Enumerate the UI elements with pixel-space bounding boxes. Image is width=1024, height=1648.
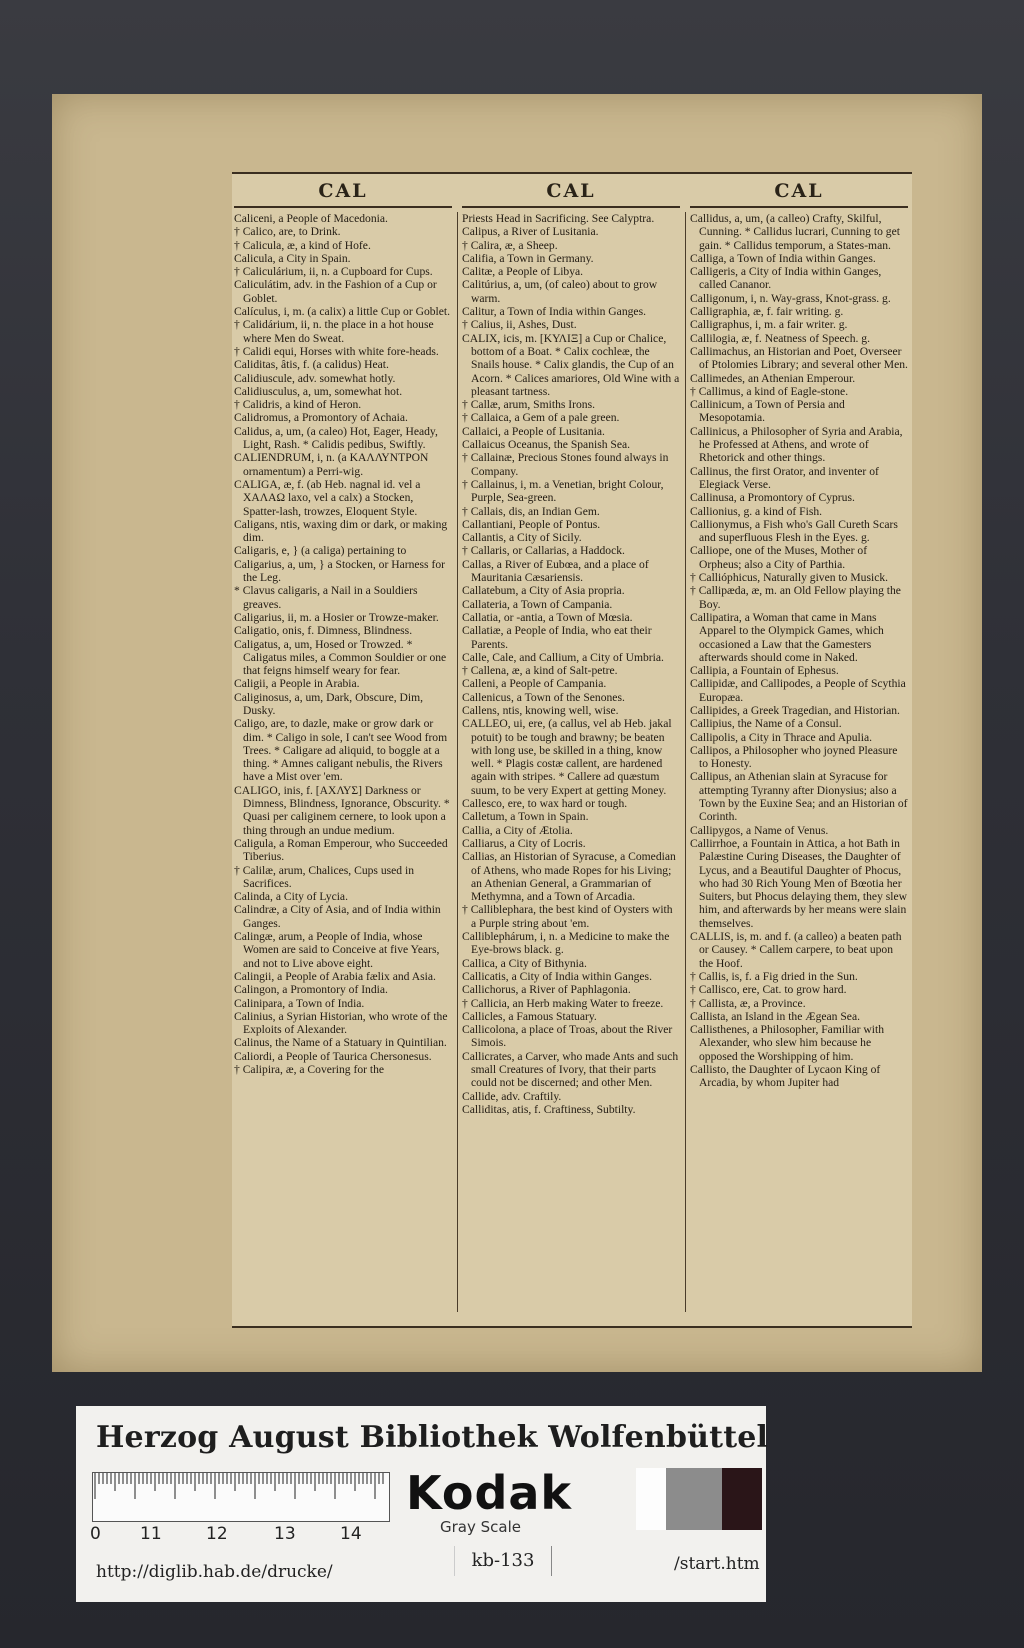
dictionary-entry: † Callainus, i, m. a Venetian, bright Colour, Purple, Sea-green.	[462, 477, 664, 505]
dictionary-entry: † Callista, æ, a Province.	[690, 996, 806, 1010]
dictionary-entry: Caligatio, onis, f. Dimness, Blindness.	[234, 624, 413, 638]
dictionary-entry: † Callaris, or Callarias, a Haddock.	[462, 544, 625, 558]
dictionary-entry: † Callicia, an Herb making Water to freeze.	[462, 996, 664, 1010]
dictionary-entry: † Calira, æ, a Sheep.	[462, 238, 558, 252]
dictionary-entry: Caliculátim, adv. in the Fashion of a Cup or Goblet.	[234, 278, 437, 305]
dictionary-entry: Priests Head in Sacrificing. See Calyptra.	[462, 212, 655, 225]
ruler-number: 12	[206, 1524, 228, 1544]
dictionary-entry: Callista, an Island in the Ægean Sea.	[690, 1009, 861, 1023]
dictionary-entry: Caligii, a People in Arabia.	[234, 677, 360, 691]
library-url: http://diglib.hab.de/drucke/	[96, 1562, 333, 1582]
dictionary-entry: Calle, Cale, and Callium, a City of Umbria.	[462, 650, 664, 664]
dictionary-entry: Callaici, a People of Lusitania.	[462, 424, 605, 438]
dictionary-entry: Caligula, a Roman Emperour, who Succeeded Tiberius.	[234, 836, 448, 864]
dictionary-entry: Callinicus, a Philosopher of Syria and Arabia, he Professed at Athens, and wrote of Rhetorick and other things.	[690, 424, 903, 465]
gray-patch-dark	[722, 1468, 762, 1530]
dictionary-entry: † Callisco, ere, Cat. to grow hard.	[690, 983, 847, 997]
dictionary-entry: Calleni, a People of Campania.	[462, 677, 607, 691]
gray-patch-mid	[666, 1468, 722, 1530]
dictionary-entry: Callatiæ, a People of India, who eat their Parents.	[462, 624, 652, 651]
dictionary-entry: Calicula, a City in Spain.	[234, 251, 351, 265]
ruler-scale	[92, 1472, 390, 1522]
column-header-right: CAL	[690, 180, 908, 208]
dictionary-entry: Callionius, g. a kind of Fish.	[690, 504, 823, 518]
dictionary-entry: † Calico, are, to Drink.	[234, 225, 341, 239]
dictionary-entry: Caligo, are, to dazle, make or grow dark or dim. * Caligo in sole, I can't see Wood from Trees. * Caligare ad aliquid, to boggle at a thing. * Amnes caligant nebulis, the Rivers have a Mist over 'em.	[234, 717, 448, 784]
dictionary-entry: Calículus, i, m. (a calix) a little Cup or Goblet.	[234, 305, 451, 319]
dictionary-entry: Callesco, ere, to wax hard or tough.	[462, 797, 628, 811]
dictionary-entry: Calitur, a Town of India within Ganges.	[462, 305, 646, 319]
dictionary-entry: † Calliblephara, the best kind of Oysters with a Purple string about 'em.	[462, 903, 673, 930]
dictionary-entry: † Calidris, a kind of Heron.	[234, 398, 362, 412]
dictionary-entry: Calletum, a Town in Spain.	[462, 810, 589, 824]
dictionary-entry: Calidromus, a Promontory of Achaia.	[234, 411, 408, 425]
dictionary-entry: Callicatis, a City of India within Ganges.	[462, 969, 652, 983]
dictionary-entry: Callicles, a Famous Statuary.	[462, 1009, 597, 1023]
ruler-number: 14	[340, 1524, 362, 1544]
ruler-number: 0	[90, 1524, 101, 1544]
dictionary-entry: Calingii, a People of Arabia fælix and Asia.	[234, 969, 436, 983]
dictionary-entry: † Callióphicus, Naturally given to Musick.	[690, 571, 889, 585]
column-right	[690, 212, 908, 1312]
dictionary-entry: Callimedes, an Athenian Emperour.	[690, 371, 856, 385]
library-title: Herzog August Bibliothek Wolfenbüttel	[96, 1420, 769, 1455]
dictionary-entry: Calliarus, a City of Locris.	[462, 836, 586, 850]
dictionary-entry: CALIX, icis, m. [ΚΥΛΙΞ] a Cup or Chalice, bottom of a Boat. * Calix cochleæ, the Snails house. * Calix glandis, the Cup of an Acorn. * Calices amariores, Old Wine with a pleasant tartness.	[462, 331, 680, 398]
dictionary-entry: Callide, adv. Craftily.	[462, 1089, 562, 1103]
dictionary-entry: Callisto, the Daughter of Lycaon King of Arcadia, by whom Jupiter had	[690, 1063, 881, 1090]
dictionary-entry: Callaicus Oceanus, the Spanish Sea.	[462, 438, 631, 452]
dictionary-entry: † Calidárium, ii, n. the place in a hot house where Men do Sweat.	[234, 318, 434, 345]
library-url-suffix: /start.htm	[674, 1554, 760, 1574]
ruler-number: 11	[140, 1524, 162, 1544]
dictionary-entry: Callantis, a City of Sicily.	[462, 531, 582, 545]
dictionary-entry: Callidus, a, um, (a calleo) Crafty, Skilful, Cunning. * Callidus lucrari, Cunning to get gain. * Callidus temporum, a States-man.	[690, 212, 900, 252]
dictionary-entry: Callipatira, a Woman that came in Mans Apparel to the Olympick Games, which occasioned a Law that the Gamesters afterwards should come in Naked.	[690, 610, 884, 664]
dictionary-entry: Calipus, a River of Lusitania.	[462, 225, 599, 239]
scanned-page	[52, 94, 982, 1372]
dictionary-entry: Caliceni, a People of Macedonia.	[234, 212, 388, 225]
dictionary-entry: Calingon, a Promontory of India.	[234, 983, 388, 997]
dictionary-entry: † Callaica, a Gem of a pale green.	[462, 411, 620, 425]
dictionary-entry: † Callipæda, æ, m. an Old Fellow playing the Boy.	[690, 584, 901, 611]
gray-patch-white	[636, 1468, 666, 1530]
dictionary-entry: † Callæ, arum, Smiths Irons.	[462, 398, 596, 412]
kodak-logo: Kodak	[406, 1466, 572, 1520]
dictionary-entry: Callateria, a Town of Campania.	[462, 597, 613, 611]
dictionary-entry: Caligarius, a, um, } a Stocken, or Harness for the Leg.	[234, 557, 445, 585]
dictionary-entry: Callica, a City of Bithynia.	[462, 956, 587, 970]
dictionary-entry: Calindræ, a City of Asia, and of India within Ganges.	[234, 903, 441, 930]
dictionary-entry: Callenicus, a Town of the Senones.	[462, 690, 625, 704]
dictionary-entry: Callipius, the Name of a Consul.	[690, 717, 842, 731]
dictionary-entry: Calinda, a City of Lycia.	[234, 890, 348, 904]
dictionary-entry: † Callainæ, Precious Stones found always in Company.	[462, 451, 669, 478]
dictionary-entry: † Calicula, æ, a kind of Hofe.	[234, 238, 371, 252]
dictionary-entry: † Calipira, æ, a Covering for the	[234, 1063, 385, 1076]
dictionary-entry: Calitæ, a People of Libya.	[462, 265, 584, 279]
dictionary-entry: † Caliculárium, ii, n. a Cupboard for Cups.	[234, 265, 433, 279]
dictionary-entry: Callatebum, a City of Asia propria.	[462, 584, 625, 598]
dictionary-entry: Callinus, the first Orator, and inventer of Elegiack Verse.	[690, 464, 879, 491]
dictionary-entry: † Calius, ii, Ashes, Dust.	[462, 318, 577, 332]
dictionary-entry: Callipos, a Philosopher who joyned Pleasure to Honesty.	[690, 743, 898, 771]
dictionary-entry: Caligans, ntis, waxing dim or dark, or making dim.	[234, 517, 448, 545]
dictionary-entry: * Clavus caligaris, a Nail in a Souldiers greaves.	[234, 584, 418, 611]
dictionary-entry: Callens, ntis, knowing well, wise.	[462, 703, 619, 717]
dictionary-entry: Callipia, a Fountain of Ephesus.	[690, 664, 839, 678]
dictionary-entry: Calliblephárum, i, n. a Medicine to make the Eye-brows black. g.	[462, 930, 670, 957]
dictionary-entry: † Calidi equi, Horses with white fore-heads.	[234, 344, 439, 358]
dictionary-entry: Callipides, a Greek Tragedian, and Historian.	[690, 703, 900, 717]
dictionary-entry: Callipygos, a Name of Venus.	[690, 823, 829, 837]
column-header-left: CAL	[234, 180, 452, 208]
dictionary-entry: CALLIS, is, m. and f. (a calleo) a beaten path or Causey. * Callem carpere, to beat upon the Hoof.	[690, 930, 902, 970]
dictionary-entry: CALLEO, ui, ere, (a callus, vel ab Heb. jakal potuit) to be tough and brawny; be beaten with long use, be skilled in a thing, know well. * Plagis costæ callent, are hardened again with stripes. * Callere ad quæstum suum, to be very Expert at getting Money.	[462, 717, 672, 797]
dictionary-entry: Callilogia, æ, f. Neatness of Speech. g.	[690, 331, 870, 345]
dictionary-entry: Calligeris, a City of India within Ganges, called Cananor.	[690, 265, 882, 292]
dictionary-page	[232, 172, 912, 1328]
dictionary-entry: Caliginosus, a, um, Dark, Obscure, Dim, Dusky.	[234, 690, 424, 717]
dictionary-entry: CALIGA, æ, f. (ab Heb. nagnal id. vel a ΧΑΛΑΩ laxo, vel a calx) a Stocken, Spatter-lash, trowzes, Eloquent Style.	[234, 477, 421, 518]
dictionary-entry: Calidiusculus, a, um, somewhat hot.	[234, 384, 403, 398]
dictionary-entry: Calinus, the Name of a Statuary in Quintilian.	[234, 1036, 447, 1050]
dictionary-entry: Callias, an Historian of Syracuse, a Comedian of Athens, who made Ropes for his Living; an Athenian General, a Grammarian of Methymna, and a Town of Arcadia.	[462, 850, 676, 904]
dictionary-entry: Callinusa, a Promontory of Cyprus.	[690, 491, 855, 505]
library-target-card	[76, 1406, 769, 1602]
dictionary-entry: Callipidæ, and Callipodes, a People of Scythia Europæa.	[690, 677, 906, 704]
target-code: kb-133	[454, 1546, 552, 1576]
dictionary-entry: Caligatus, a, um, Hosed or Trowzed. * Caligatus miles, a Common Souldier or one that feigns himself weary for fear.	[234, 637, 447, 678]
dictionary-entry: Callipus, an Athenian slain at Syracuse for attempting Tyranny after Dionysius; also a Town by the Euxine Sea; and an Historian of Corinth.	[690, 770, 908, 824]
dictionary-entry: Calinipara, a Town of India.	[234, 996, 365, 1010]
gray-scale-label: Gray Scale	[440, 1518, 521, 1536]
dictionary-entry: † Callais, dis, an Indian Gem.	[462, 504, 600, 518]
dictionary-entry: † Callena, æ, a kind of Salt-petre.	[462, 664, 618, 678]
dictionary-entry: Calingæ, arum, a People of India, whose Women are said to Conceive at five Years, and not to Live above eight.	[234, 930, 440, 970]
dictionary-entry: Callia, a City of Ætolia.	[462, 823, 573, 837]
ruler-ticks	[93, 1473, 389, 1501]
column-rule	[685, 212, 686, 1312]
dictionary-entry: Callichorus, a River of Paphlagonia.	[462, 983, 631, 997]
dictionary-entry: Calligonum, i, n. Way-grass, Knot-grass. g.	[690, 291, 891, 305]
dictionary-entry: Caligarius, ii, m. a Hosier or Trowze-maker.	[234, 610, 439, 624]
dictionary-entry: Callisthenes, a Philosopher, Familiar with Alexander, who slew him because he opposed the Worshipping of him.	[690, 1023, 885, 1063]
dictionary-entry: Callionymus, a Fish who's Gall Cureth Scars and superfluous Flesh in the Eyes. g.	[690, 517, 898, 545]
dictionary-entry: Callicolona, a place of Troas, about the River Simois.	[462, 1023, 673, 1050]
dictionary-entry: Callirrhoe, a Fountain in Attica, a hot Bath in Palæstine Curing Diseases, the Daughter of Lycus, and a Beautiful Daughter of Phocus, who had 30 Rich Young Men of Bœotia her Suiters, but Phocus delaying them, they slew him, and afterwards by her means were slain themselves.	[690, 836, 908, 930]
dictionary-entry: Caliditas, âtis, f. (a calidus) Heat.	[234, 358, 389, 372]
column-middle	[462, 212, 680, 1312]
dictionary-entry: Callimachus, an Historian and Poet, Overseer of Ptolomies Library; and several other Men.	[690, 344, 908, 372]
dictionary-entry: CALIENDRUM, i, n. (a ΚΑΛΛΥΝΤΡΟΝ ornamentum) a Perri-wig.	[234, 451, 429, 478]
dictionary-entry: Califia, a Town in Germany.	[462, 251, 594, 265]
dictionary-entry: † Calilæ, arum, Chalices, Cups used in Sacrifices.	[234, 863, 415, 890]
column-left	[234, 212, 452, 1312]
dictionary-entry: CALIGO, inis, f. [ΑΧΛΥΣ] Darkness or Dimness, Blindness, Ignorance, Obscurity. * Quasi per caliginem cernere, to look upon a thing through an undue medium.	[234, 783, 450, 837]
dictionary-entry: † Callimus, a kind of Eagle-stone.	[690, 384, 849, 398]
dictionary-entry: Calligraphus, i, m. a fair writer. g.	[690, 318, 848, 332]
dictionary-entry: Callipolis, a City in Thrace and Apulia.	[690, 730, 873, 744]
dictionary-entry: † Callis, is, f. a Fig dried in the Sun.	[690, 969, 858, 983]
dictionary-entry: Callicrates, a Carver, who made Ants and such small Creatures of Ivory, that their parts could not be discerned; and other Men.	[462, 1049, 679, 1090]
column-header-middle: CAL	[462, 180, 680, 208]
ruler-number: 13	[274, 1524, 296, 1544]
dictionary-entry: Callantiani, People of Pontus.	[462, 517, 601, 531]
dictionary-entry: Calliope, one of the Muses, Mother of Orpheus; also a City of Parthia.	[690, 544, 868, 571]
dictionary-entry: Caliordi, a People of Taurica Chersonesus.	[234, 1049, 432, 1063]
dictionary-entry: Callinicum, a Town of Persia and Mesopotamia.	[690, 398, 845, 425]
dictionary-entry: Calinius, a Syrian Historian, who wrote of the Exploits of Alexander.	[234, 1009, 448, 1037]
dictionary-entry: Calligraphia, æ, f. fair writing. g.	[690, 305, 844, 319]
dictionary-entry: Calliga, a Town of India within Ganges.	[690, 251, 876, 265]
dictionary-entry: Calliditas, atis, f. Craftiness, Subtilty.	[462, 1102, 636, 1116]
dictionary-entry: Callas, a River of Eubœa, and a place of Mauritania Cæsariensis.	[462, 557, 649, 585]
dictionary-entry: Calidus, a, um, (a caleo) Hot, Eager, Heady, Light, Rash. * Calidis pedibus, Swiftly.	[234, 424, 438, 452]
column-rule	[457, 212, 458, 1312]
dictionary-entry: Callatia, or -antia, a Town of Mœsia.	[462, 610, 633, 624]
dictionary-entry: Calidiuscule, adv. somewhat hotly.	[234, 371, 396, 385]
dictionary-entry: Calitúrius, a, um, (of caleo) about to grow warm.	[462, 278, 658, 305]
dictionary-entry: Caligaris, e, } (a caliga) pertaining to	[234, 544, 407, 558]
